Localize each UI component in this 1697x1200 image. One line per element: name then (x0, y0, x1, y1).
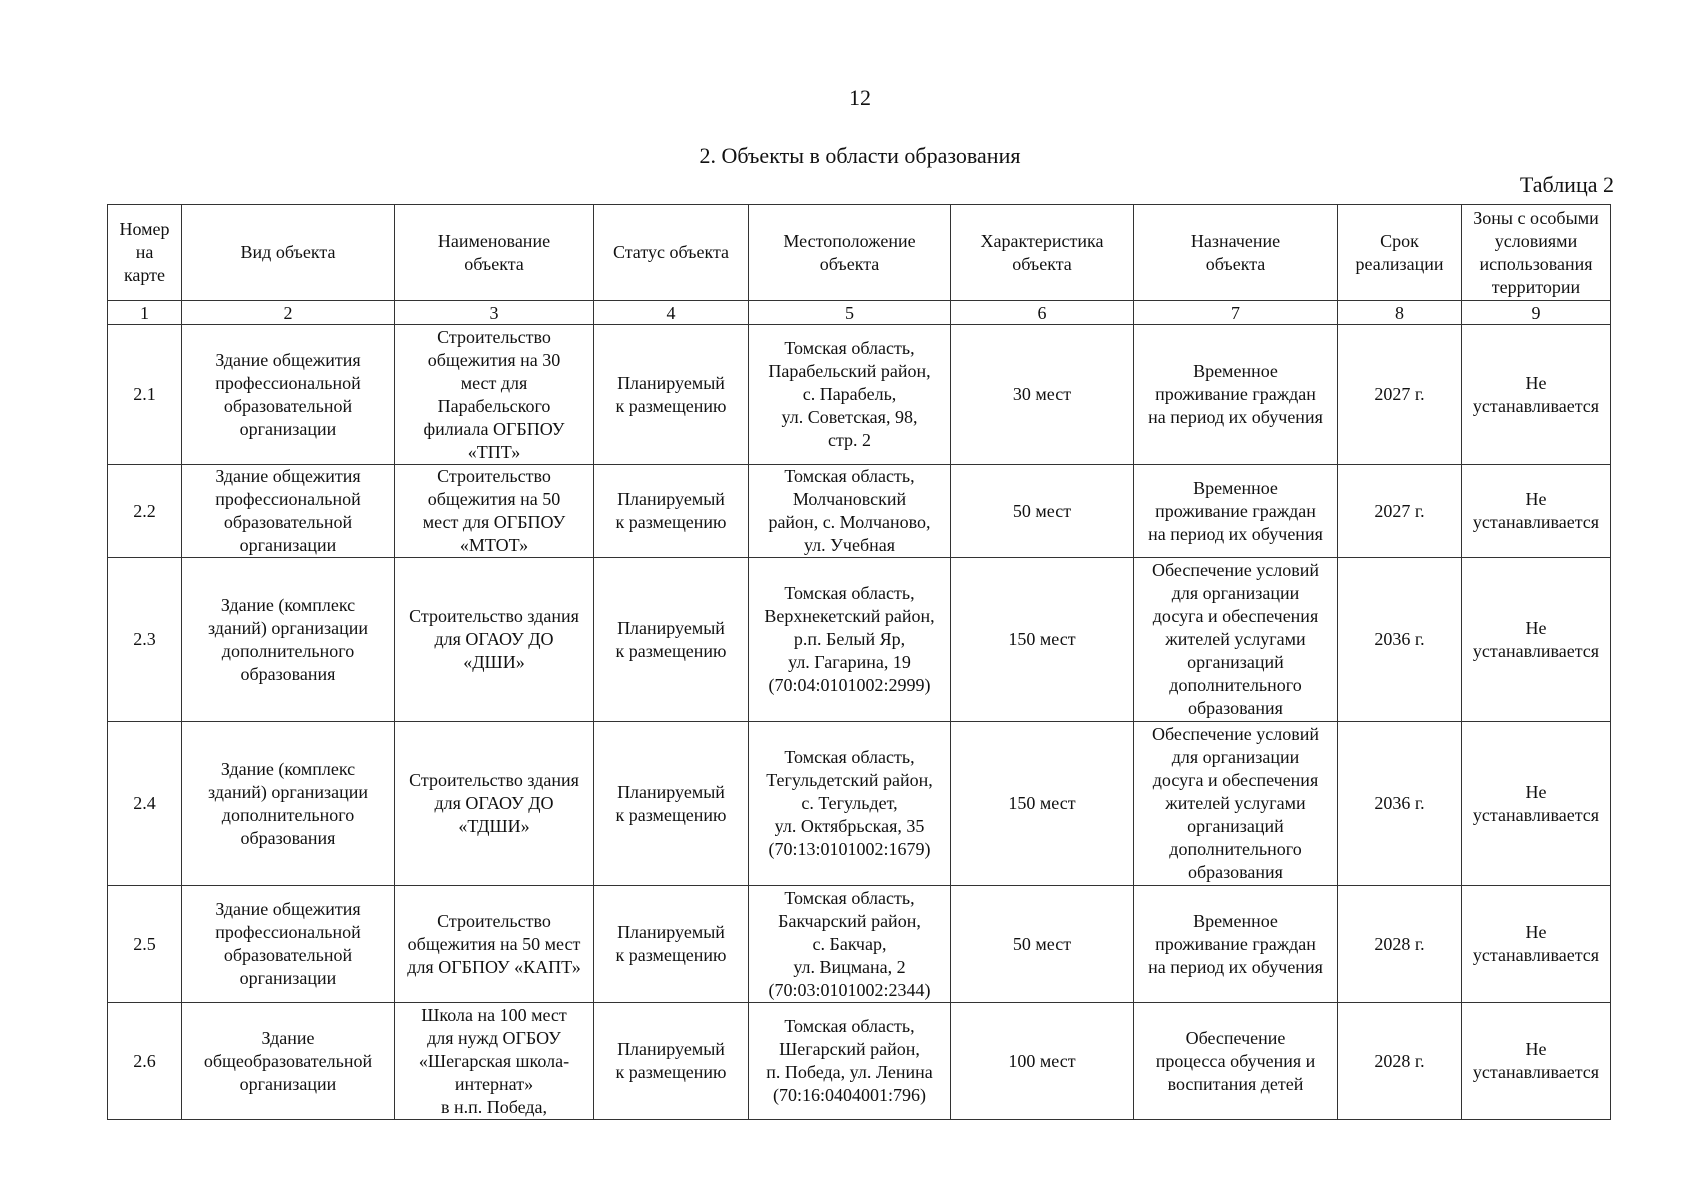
special-zones-cell: Не устанавливается (1462, 465, 1611, 558)
object-kind-cell: Здание общеобразовательной организации (182, 1003, 395, 1120)
object-kind-cell: Здание общежития профессиональной образовательной организации (182, 465, 395, 558)
header-cell: Назначение объекта (1134, 205, 1338, 301)
implementation-term-cell: 2028 г. (1338, 1003, 1462, 1120)
column-number-row (108, 301, 1611, 325)
object-status-cell: Планируемый к размещению (594, 325, 749, 465)
special-zones-cell: Не устанавливается (1462, 558, 1611, 722)
table-label: Таблица 2 (1519, 172, 1614, 197)
column-number-cell: 8 (1338, 301, 1462, 325)
column-number-cell: 3 (395, 301, 594, 325)
header-cell: Статус объекта (594, 205, 749, 301)
object-name-cell: Строительство здания для ОГАОУ ДО «ТДШИ» (395, 722, 594, 886)
section-title: 2. Объекты в области образования (699, 143, 1021, 168)
object-name-cell: Строительство общежития на 30 мест для Парабельского филиала ОГБПОУ «ТПТ» (395, 325, 594, 465)
object-kind-cell: Здание (комплекс зданий) организации дополнительного образования (182, 722, 395, 886)
header-cell: Характеристика объекта (951, 205, 1134, 301)
map-number-cell: 2.1 (108, 325, 182, 465)
map-number-cell: 2.5 (108, 886, 182, 1003)
object-purpose-cell: Временное проживание граждан на период их обучения (1134, 465, 1338, 558)
special-zones-cell: Не устанавливается (1462, 325, 1611, 465)
object-location-cell: Томская область, Молчановский район, с. Молчаново, ул. Учебная (749, 465, 951, 558)
map-number-cell: 2.4 (108, 722, 182, 886)
object-status-cell: Планируемый к размещению (594, 886, 749, 1003)
object-kind-cell: Здание общежития профессиональной образовательной организации (182, 325, 395, 465)
object-characteristic-cell: 50 мест (951, 886, 1134, 1003)
header-cell: Зоны с особыми условиями использования территории (1462, 205, 1611, 301)
object-characteristic-cell: 150 мест (951, 722, 1134, 886)
object-purpose-cell: Временное проживание граждан на период их обучения (1134, 886, 1338, 1003)
table-row (108, 722, 1611, 886)
header-cell: Местоположение объекта (749, 205, 951, 301)
special-zones-cell: Не устанавливается (1462, 722, 1611, 886)
object-characteristic-cell: 150 мест (951, 558, 1134, 722)
object-purpose-cell: Обеспечение процесса обучения и воспитания детей (1134, 1003, 1338, 1120)
object-kind-cell: Здание (комплекс зданий) организации дополнительного образования (182, 558, 395, 722)
map-number-cell: 2.2 (108, 465, 182, 558)
object-status-cell: Планируемый к размещению (594, 1003, 749, 1120)
object-status-cell: Планируемый к размещению (594, 465, 749, 558)
object-purpose-cell: Обеспечение условий для организации досуга и обеспечения жителей услугами организаций дополнительного образования (1134, 558, 1338, 722)
column-number-cell: 9 (1462, 301, 1611, 325)
map-number-cell: 2.3 (108, 558, 182, 722)
column-number-cell: 2 (182, 301, 395, 325)
column-number-cell: 5 (749, 301, 951, 325)
column-number-cell: 1 (108, 301, 182, 325)
objects-table (107, 204, 1611, 1120)
header-cell: Срок реализации (1338, 205, 1462, 301)
object-location-cell: Томская область, Тегульдетский район, с. Тегульдет, ул. Октябрьская, 35 (70:13:0101002:1679) (749, 722, 951, 886)
column-number-cell: 4 (594, 301, 749, 325)
column-number-cell: 6 (951, 301, 1134, 325)
object-characteristic-cell: 30 мест (951, 325, 1134, 465)
table-row (108, 558, 1611, 722)
object-location-cell: Томская область, Парабельский район, с. Парабель, ул. Советская, 98, стр. 2 (749, 325, 951, 465)
table-row (108, 886, 1611, 1003)
object-name-cell: Строительство общежития на 50 мест для ОГБПОУ «КАПТ» (395, 886, 594, 1003)
table-row (108, 465, 1611, 558)
object-characteristic-cell: 50 мест (951, 465, 1134, 558)
implementation-term-cell: 2028 г. (1338, 886, 1462, 1003)
table-row (108, 325, 1611, 465)
object-location-cell: Томская область, Шегарский район, п. Победа, ул. Ленина (70:16:0404001:796) (749, 1003, 951, 1120)
table-row (108, 1003, 1611, 1120)
implementation-term-cell: 2027 г. (1338, 325, 1462, 465)
page-number: 12 (849, 85, 871, 110)
object-purpose-cell: Обеспечение условий для организации досуга и обеспечения жителей услугами организаций дополнительного образования (1134, 722, 1338, 886)
object-kind-cell: Здание общежития профессиональной образовательной организации (182, 886, 395, 1003)
object-purpose-cell: Временное проживание граждан на период их обучения (1134, 325, 1338, 465)
header-row (108, 205, 1611, 301)
object-name-cell: Школа на 100 мест для нужд ОГБОУ «Шегарская школа- интернат» в н.п. Победа, (395, 1003, 594, 1120)
header-cell: Номер на карте (108, 205, 182, 301)
implementation-term-cell: 2036 г. (1338, 558, 1462, 722)
object-name-cell: Строительство общежития на 50 мест для ОГБПОУ «МТОТ» (395, 465, 594, 558)
header-cell: Наименование объекта (395, 205, 594, 301)
object-status-cell: Планируемый к размещению (594, 722, 749, 886)
header-cell: Вид объекта (182, 205, 395, 301)
object-location-cell: Томская область, Бакчарский район, с. Бакчар, ул. Вицмана, 2 (70:03:0101002:2344) (749, 886, 951, 1003)
special-zones-cell: Не устанавливается (1462, 886, 1611, 1003)
implementation-term-cell: 2027 г. (1338, 465, 1462, 558)
object-status-cell: Планируемый к размещению (594, 558, 749, 722)
implementation-term-cell: 2036 г. (1338, 722, 1462, 886)
object-name-cell: Строительство здания для ОГАОУ ДО «ДШИ» (395, 558, 594, 722)
column-number-cell: 7 (1134, 301, 1338, 325)
object-characteristic-cell: 100 мест (951, 1003, 1134, 1120)
object-location-cell: Томская область, Верхнекетский район, р.п. Белый Яр, ул. Гагарина, 19 (70:04:0101002:2999) (749, 558, 951, 722)
map-number-cell: 2.6 (108, 1003, 182, 1120)
special-zones-cell: Не устанавливается (1462, 1003, 1611, 1120)
